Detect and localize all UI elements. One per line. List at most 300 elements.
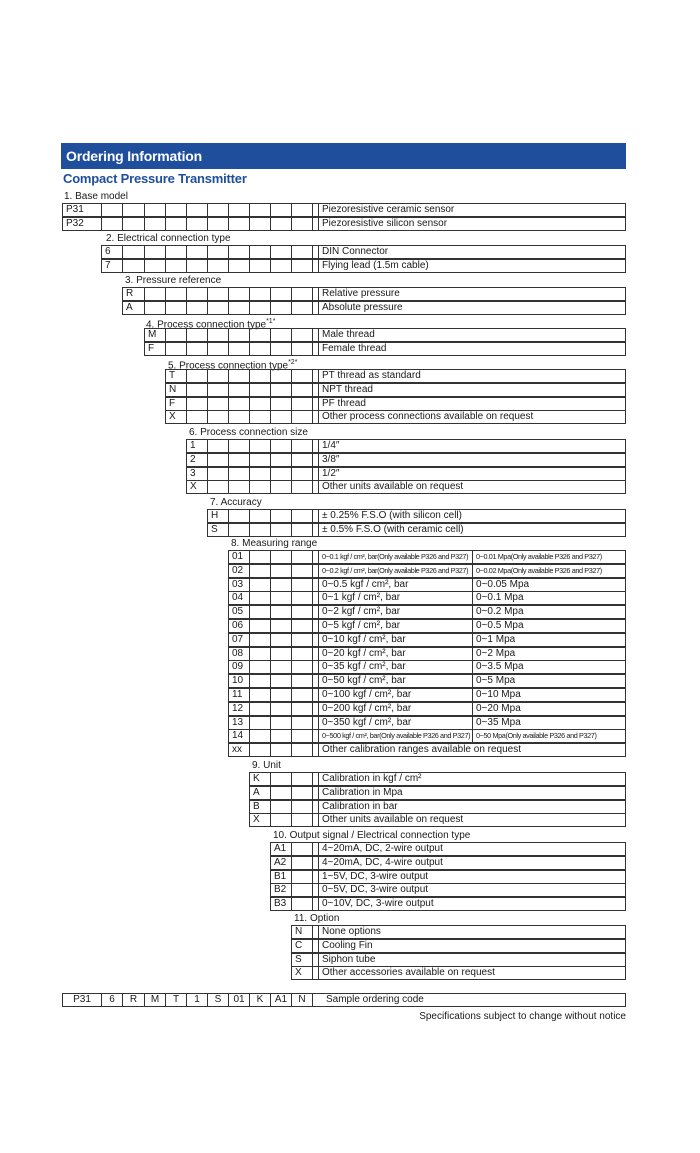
option-description-mpa: 0~5 Mpa — [472, 674, 626, 688]
empty-slot-cell — [291, 772, 313, 786]
option-description: 1/4″ — [318, 439, 626, 453]
empty-slot-cell — [270, 217, 292, 231]
empty-slot-cell — [270, 605, 292, 619]
empty-slot-cell — [186, 245, 208, 259]
empty-slot-cell — [291, 453, 313, 467]
empty-slot-cell — [291, 674, 313, 688]
option-description: Female thread — [318, 342, 626, 356]
option-description: 0~500 kgf / cm², bar(Only available P326 and P327) — [318, 729, 473, 743]
option-description: Other accessories available on request — [318, 966, 626, 980]
option-description: 4~20mA, DC, 4-wire output — [318, 856, 626, 870]
empty-slot-cell — [270, 564, 292, 578]
empty-slot-cell — [228, 301, 250, 315]
option-code: A1 — [270, 842, 292, 856]
empty-slot-cell — [228, 467, 250, 481]
section-title-text: 9. Unit — [252, 760, 281, 771]
option-description-mpa: 0~0.01 Mpa(Only available P326 and P327) — [472, 550, 626, 564]
option-code: B — [249, 800, 271, 814]
empty-slot-cell — [291, 786, 313, 800]
option-code: B1 — [270, 870, 292, 884]
empty-slot-cell — [228, 509, 250, 523]
empty-slot-cell — [249, 467, 271, 481]
empty-slot-cell — [291, 702, 313, 716]
empty-slot-cell — [144, 259, 166, 273]
option-description-mpa: 0~0.1 Mpa — [472, 591, 626, 605]
empty-slot-cell — [270, 729, 292, 743]
option-description: 0~2 kgf / cm², bar — [318, 605, 473, 619]
empty-slot-cell — [186, 301, 208, 315]
empty-slot-cell — [228, 410, 250, 424]
empty-slot-cell — [101, 203, 123, 217]
option-description: 4~20mA, DC, 2-wire output — [318, 842, 626, 856]
empty-slot-cell — [249, 743, 271, 757]
empty-slot-cell — [249, 716, 271, 730]
empty-slot-cell — [270, 467, 292, 481]
empty-slot-cell — [249, 397, 271, 411]
empty-slot-cell — [270, 800, 292, 814]
empty-slot-cell — [291, 550, 313, 564]
option-code: T — [165, 369, 187, 383]
option-description: Calibration in bar — [318, 800, 626, 814]
empty-slot-cell — [144, 217, 166, 231]
empty-slot-cell — [207, 397, 229, 411]
empty-slot-cell — [249, 619, 271, 633]
empty-slot-cell — [186, 203, 208, 217]
option-code: 10 — [228, 674, 250, 688]
empty-slot-cell — [186, 342, 208, 356]
empty-slot-cell — [186, 410, 208, 424]
option-description: ± 0.25% F.S.O (with silicon cell) — [318, 509, 626, 523]
empty-slot-cell — [270, 245, 292, 259]
footnote-marker: *2* — [288, 359, 298, 366]
empty-slot-cell — [249, 328, 271, 342]
empty-slot-cell — [270, 633, 292, 647]
option-description: 1~5V, DC, 3-wire output — [318, 870, 626, 884]
option-description: Calibration in kgf / cm² — [318, 772, 626, 786]
option-code: 06 — [228, 619, 250, 633]
option-description: Piezoresistive ceramic sensor — [318, 203, 626, 217]
option-description: PT thread as standard — [318, 369, 626, 383]
empty-slot-cell — [249, 245, 271, 259]
section-title-text: 11. Option — [294, 913, 340, 924]
empty-slot-cell — [228, 203, 250, 217]
empty-slot-cell — [291, 633, 313, 647]
section-header-bar: Ordering Information — [61, 143, 626, 169]
empty-slot-cell — [291, 729, 313, 743]
option-description: NPT thread — [318, 383, 626, 397]
empty-slot-cell — [165, 217, 187, 231]
empty-slot-cell — [291, 619, 313, 633]
option-description: Relative pressure — [318, 287, 626, 301]
option-code: 3 — [186, 467, 208, 481]
empty-slot-cell — [207, 480, 229, 494]
empty-slot-cell — [291, 467, 313, 481]
option-code: X — [165, 410, 187, 424]
empty-slot-cell — [270, 509, 292, 523]
empty-slot-cell — [249, 369, 271, 383]
section-title-text: 7. Accuracy — [210, 497, 262, 508]
empty-slot-cell — [249, 702, 271, 716]
empty-slot-cell — [165, 328, 187, 342]
empty-slot-cell — [270, 439, 292, 453]
option-description: 0~5 kgf / cm², bar — [318, 619, 473, 633]
empty-slot-cell — [228, 287, 250, 301]
sample-code-cell: 01 — [228, 993, 250, 1007]
empty-slot-cell — [249, 660, 271, 674]
empty-slot-cell — [228, 453, 250, 467]
empty-slot-cell — [249, 633, 271, 647]
empty-slot-cell — [165, 342, 187, 356]
sample-ordering-label: Sample ordering code — [312, 993, 626, 1007]
empty-slot-cell — [270, 813, 292, 827]
empty-slot-cell — [270, 287, 292, 301]
empty-slot-cell — [249, 674, 271, 688]
empty-slot-cell — [291, 397, 313, 411]
empty-slot-cell — [207, 328, 229, 342]
option-code: 07 — [228, 633, 250, 647]
sample-code-cell: P31 — [62, 993, 102, 1007]
sample-code-cell: M — [144, 993, 166, 1007]
option-code: N — [165, 383, 187, 397]
empty-slot-cell — [186, 397, 208, 411]
sample-code-cell: T — [165, 993, 187, 1007]
option-code: C — [291, 939, 313, 953]
empty-slot-cell — [249, 647, 271, 661]
empty-slot-cell — [291, 591, 313, 605]
sample-code-cell: 6 — [101, 993, 123, 1007]
empty-slot-cell — [291, 647, 313, 661]
option-code: xx — [228, 743, 250, 757]
empty-slot-cell — [291, 605, 313, 619]
option-code: 2 — [186, 453, 208, 467]
option-code: K — [249, 772, 271, 786]
empty-slot-cell — [228, 383, 250, 397]
option-code: 02 — [228, 564, 250, 578]
empty-slot-cell — [144, 245, 166, 259]
option-description: 0~0.1 kgf / cm², bar(Only available P326 and P327) — [318, 550, 473, 564]
option-description: 0~100 kgf / cm², bar — [318, 688, 473, 702]
empty-slot-cell — [291, 523, 313, 537]
empty-slot-cell — [291, 287, 313, 301]
option-description-mpa: 0~10 Mpa — [472, 688, 626, 702]
empty-slot-cell — [291, 439, 313, 453]
option-code: 09 — [228, 660, 250, 674]
option-description: Other units available on request — [318, 813, 626, 827]
empty-slot-cell — [165, 259, 187, 273]
option-description-mpa: 0~2 Mpa — [472, 647, 626, 661]
section-title-text: 1. Base model — [64, 191, 128, 202]
empty-slot-cell — [270, 743, 292, 757]
option-description-mpa: 0~0.2 Mpa — [472, 605, 626, 619]
empty-slot-cell — [270, 647, 292, 661]
empty-slot-cell — [228, 245, 250, 259]
option-code: M — [144, 328, 166, 342]
option-code: 6 — [101, 245, 123, 259]
empty-slot-cell — [249, 342, 271, 356]
empty-slot-cell — [291, 509, 313, 523]
section-title-3 — [125, 275, 221, 287]
option-description: 1/2″ — [318, 467, 626, 481]
empty-slot-cell — [291, 897, 313, 911]
option-description: Absolute pressure — [318, 301, 626, 315]
option-code: 13 — [228, 716, 250, 730]
option-description: Other process connections available on request — [318, 410, 626, 424]
empty-slot-cell — [249, 453, 271, 467]
empty-slot-cell — [270, 383, 292, 397]
sample-code-cell: A1 — [270, 993, 292, 1007]
section-title-7 — [210, 497, 262, 509]
option-description-mpa: 0~1 Mpa — [472, 633, 626, 647]
empty-slot-cell — [207, 245, 229, 259]
empty-slot-cell — [228, 480, 250, 494]
empty-slot-cell — [249, 259, 271, 273]
empty-slot-cell — [291, 342, 313, 356]
empty-slot-cell — [228, 397, 250, 411]
empty-slot-cell — [144, 301, 166, 315]
empty-slot-cell — [144, 203, 166, 217]
option-code: A2 — [270, 856, 292, 870]
empty-slot-cell — [291, 480, 313, 494]
empty-slot-cell — [249, 217, 271, 231]
empty-slot-cell — [207, 453, 229, 467]
empty-slot-cell — [186, 217, 208, 231]
option-description: Cooling Fin — [318, 939, 626, 953]
empty-slot-cell — [165, 245, 187, 259]
empty-slot-cell — [207, 203, 229, 217]
section-title-text: 2. Electrical connection type — [106, 233, 231, 244]
option-code: 01 — [228, 550, 250, 564]
empty-slot-cell — [186, 259, 208, 273]
section-title-text: 10. Output signal / Electrical connection type — [273, 830, 471, 841]
empty-slot-cell — [270, 772, 292, 786]
empty-slot-cell — [270, 453, 292, 467]
empty-slot-cell — [270, 397, 292, 411]
option-description: 3/8″ — [318, 453, 626, 467]
empty-slot-cell — [270, 480, 292, 494]
empty-slot-cell — [249, 439, 271, 453]
empty-slot-cell — [144, 287, 166, 301]
empty-slot-cell — [270, 591, 292, 605]
empty-slot-cell — [270, 619, 292, 633]
footnote-marker: *1* — [266, 318, 276, 325]
empty-slot-cell — [291, 369, 313, 383]
empty-slot-cell — [291, 883, 313, 897]
section-title-2 — [106, 233, 231, 245]
empty-slot-cell — [122, 259, 145, 273]
option-code: 05 — [228, 605, 250, 619]
empty-slot-cell — [270, 301, 292, 315]
empty-slot-cell — [270, 786, 292, 800]
empty-slot-cell — [249, 287, 271, 301]
empty-slot-cell — [291, 842, 313, 856]
empty-slot-cell — [291, 800, 313, 814]
section-title-text: 3. Pressure reference — [125, 275, 222, 286]
empty-slot-cell — [291, 743, 313, 757]
product-subtitle: Compact Pressure Transmitter — [63, 171, 247, 186]
option-code: A — [122, 301, 145, 315]
empty-slot-cell — [291, 856, 313, 870]
option-code: 7 — [101, 259, 123, 273]
option-code: H — [207, 509, 229, 523]
empty-slot-cell — [207, 410, 229, 424]
section-title-6 — [189, 427, 308, 439]
empty-slot-cell — [186, 328, 208, 342]
empty-slot-cell — [270, 342, 292, 356]
empty-slot-cell — [291, 813, 313, 827]
option-description: Other units available on request — [318, 480, 626, 494]
empty-slot-cell — [270, 660, 292, 674]
empty-slot-cell — [291, 383, 313, 397]
empty-slot-cell — [165, 301, 187, 315]
empty-slot-cell — [228, 523, 250, 537]
empty-slot-cell — [228, 342, 250, 356]
option-code: F — [165, 397, 187, 411]
empty-slot-cell — [186, 383, 208, 397]
section-title-text: 6. Process connection size — [189, 427, 308, 438]
option-description: 0~10 kgf / cm², bar — [318, 633, 473, 647]
sample-code-cell: N — [291, 993, 313, 1007]
empty-slot-cell — [270, 688, 292, 702]
empty-slot-cell — [186, 369, 208, 383]
section-title-text: 5. Process connection type — [168, 360, 289, 372]
option-code: 03 — [228, 578, 250, 592]
empty-slot-cell — [228, 369, 250, 383]
option-description: None options — [318, 925, 626, 939]
empty-slot-cell — [207, 439, 229, 453]
empty-slot-cell — [291, 217, 313, 231]
option-code: 12 — [228, 702, 250, 716]
empty-slot-cell — [291, 564, 313, 578]
option-description: 0~1 kgf / cm², bar — [318, 591, 473, 605]
empty-slot-cell — [270, 550, 292, 564]
empty-slot-cell — [291, 301, 313, 315]
empty-slot-cell — [207, 301, 229, 315]
empty-slot-cell — [291, 203, 313, 217]
empty-slot-cell — [249, 605, 271, 619]
empty-slot-cell — [101, 217, 123, 231]
empty-slot-cell — [165, 203, 187, 217]
option-code: X — [249, 813, 271, 827]
section-title-text: 4. Process connection type — [146, 319, 267, 331]
sample-code-cell: S — [207, 993, 229, 1007]
option-code: X — [291, 966, 313, 980]
option-description-mpa: 0~50 Mpa(Only available P326 and P327) — [472, 729, 626, 743]
option-description: ± 0.5% F.S.O (with ceramic cell) — [318, 523, 626, 537]
empty-slot-cell — [270, 674, 292, 688]
option-code: X — [186, 480, 208, 494]
option-description: Male thread — [318, 328, 626, 342]
option-code: B2 — [270, 883, 292, 897]
section-title-9 — [252, 760, 281, 772]
option-description: 0~5V, DC, 3-wire output — [318, 883, 626, 897]
empty-slot-cell — [207, 342, 229, 356]
empty-slot-cell — [291, 688, 313, 702]
option-code: 08 — [228, 647, 250, 661]
empty-slot-cell — [249, 203, 271, 217]
empty-slot-cell — [249, 301, 271, 315]
option-description: 0~10V, DC, 3-wire output — [318, 897, 626, 911]
empty-slot-cell — [291, 410, 313, 424]
option-description: 0~35 kgf / cm², bar — [318, 660, 473, 674]
option-code: 11 — [228, 688, 250, 702]
option-description: DIN Connector — [318, 245, 626, 259]
section-title-text: 8. Measuring range — [231, 538, 318, 549]
empty-slot-cell — [270, 259, 292, 273]
option-code: 04 — [228, 591, 250, 605]
option-code: B3 — [270, 897, 292, 911]
option-description: 0~0.5 kgf / cm², bar — [318, 578, 473, 592]
empty-slot-cell — [249, 383, 271, 397]
option-code: S — [207, 523, 229, 537]
option-description-mpa: 0~0.05 Mpa — [472, 578, 626, 592]
empty-slot-cell — [122, 203, 145, 217]
option-description-mpa: 0~20 Mpa — [472, 702, 626, 716]
option-description: 0~350 kgf / cm², bar — [318, 716, 473, 730]
empty-slot-cell — [249, 480, 271, 494]
option-description-mpa: 0~0.5 Mpa — [472, 619, 626, 633]
section-title-8 — [231, 538, 317, 550]
option-code: P32 — [62, 217, 102, 231]
empty-slot-cell — [228, 439, 250, 453]
option-description: 0~20 kgf / cm², bar — [318, 647, 473, 661]
option-description: Other calibration ranges available on request — [318, 743, 626, 757]
empty-slot-cell — [291, 259, 313, 273]
empty-slot-cell — [165, 287, 187, 301]
option-description: PF thread — [318, 397, 626, 411]
option-code: 14 — [228, 729, 250, 743]
option-description: Siphon tube — [318, 953, 626, 967]
empty-slot-cell — [270, 716, 292, 730]
footnote: Specifications subject to change without notice — [419, 1011, 626, 1022]
empty-slot-cell — [270, 523, 292, 537]
option-description-mpa: 0~3.5 Mpa — [472, 660, 626, 674]
section-title-11 — [294, 913, 339, 925]
empty-slot-cell — [122, 245, 145, 259]
empty-slot-cell — [228, 328, 250, 342]
empty-slot-cell — [291, 716, 313, 730]
empty-slot-cell — [291, 245, 313, 259]
empty-slot-cell — [291, 870, 313, 884]
empty-slot-cell — [228, 217, 250, 231]
empty-slot-cell — [186, 287, 208, 301]
empty-slot-cell — [291, 578, 313, 592]
empty-slot-cell — [249, 523, 271, 537]
sample-code-cell: R — [122, 993, 145, 1007]
empty-slot-cell — [270, 578, 292, 592]
option-code: F — [144, 342, 166, 356]
option-description: 0~50 kgf / cm², bar — [318, 674, 473, 688]
option-description: Calibration in Mpa — [318, 786, 626, 800]
empty-slot-cell — [270, 328, 292, 342]
empty-slot-cell — [291, 328, 313, 342]
option-description: Piezoresistive silicon sensor — [318, 217, 626, 231]
section-title-1 — [64, 191, 128, 203]
empty-slot-cell — [249, 688, 271, 702]
option-code: P31 — [62, 203, 102, 217]
option-code: 1 — [186, 439, 208, 453]
option-description: 0~200 kgf / cm², bar — [318, 702, 473, 716]
sample-code-cell: 1 — [186, 993, 208, 1007]
empty-slot-cell — [270, 203, 292, 217]
empty-slot-cell — [249, 509, 271, 523]
empty-slot-cell — [270, 410, 292, 424]
empty-slot-cell — [207, 287, 229, 301]
option-description: Flying lead (1.5m cable) — [318, 259, 626, 273]
option-code: R — [122, 287, 145, 301]
option-description: 0~0.2 kgf / cm², bar(Only available P326 and P327) — [318, 564, 473, 578]
empty-slot-cell — [207, 383, 229, 397]
sample-code-cell: K — [249, 993, 271, 1007]
